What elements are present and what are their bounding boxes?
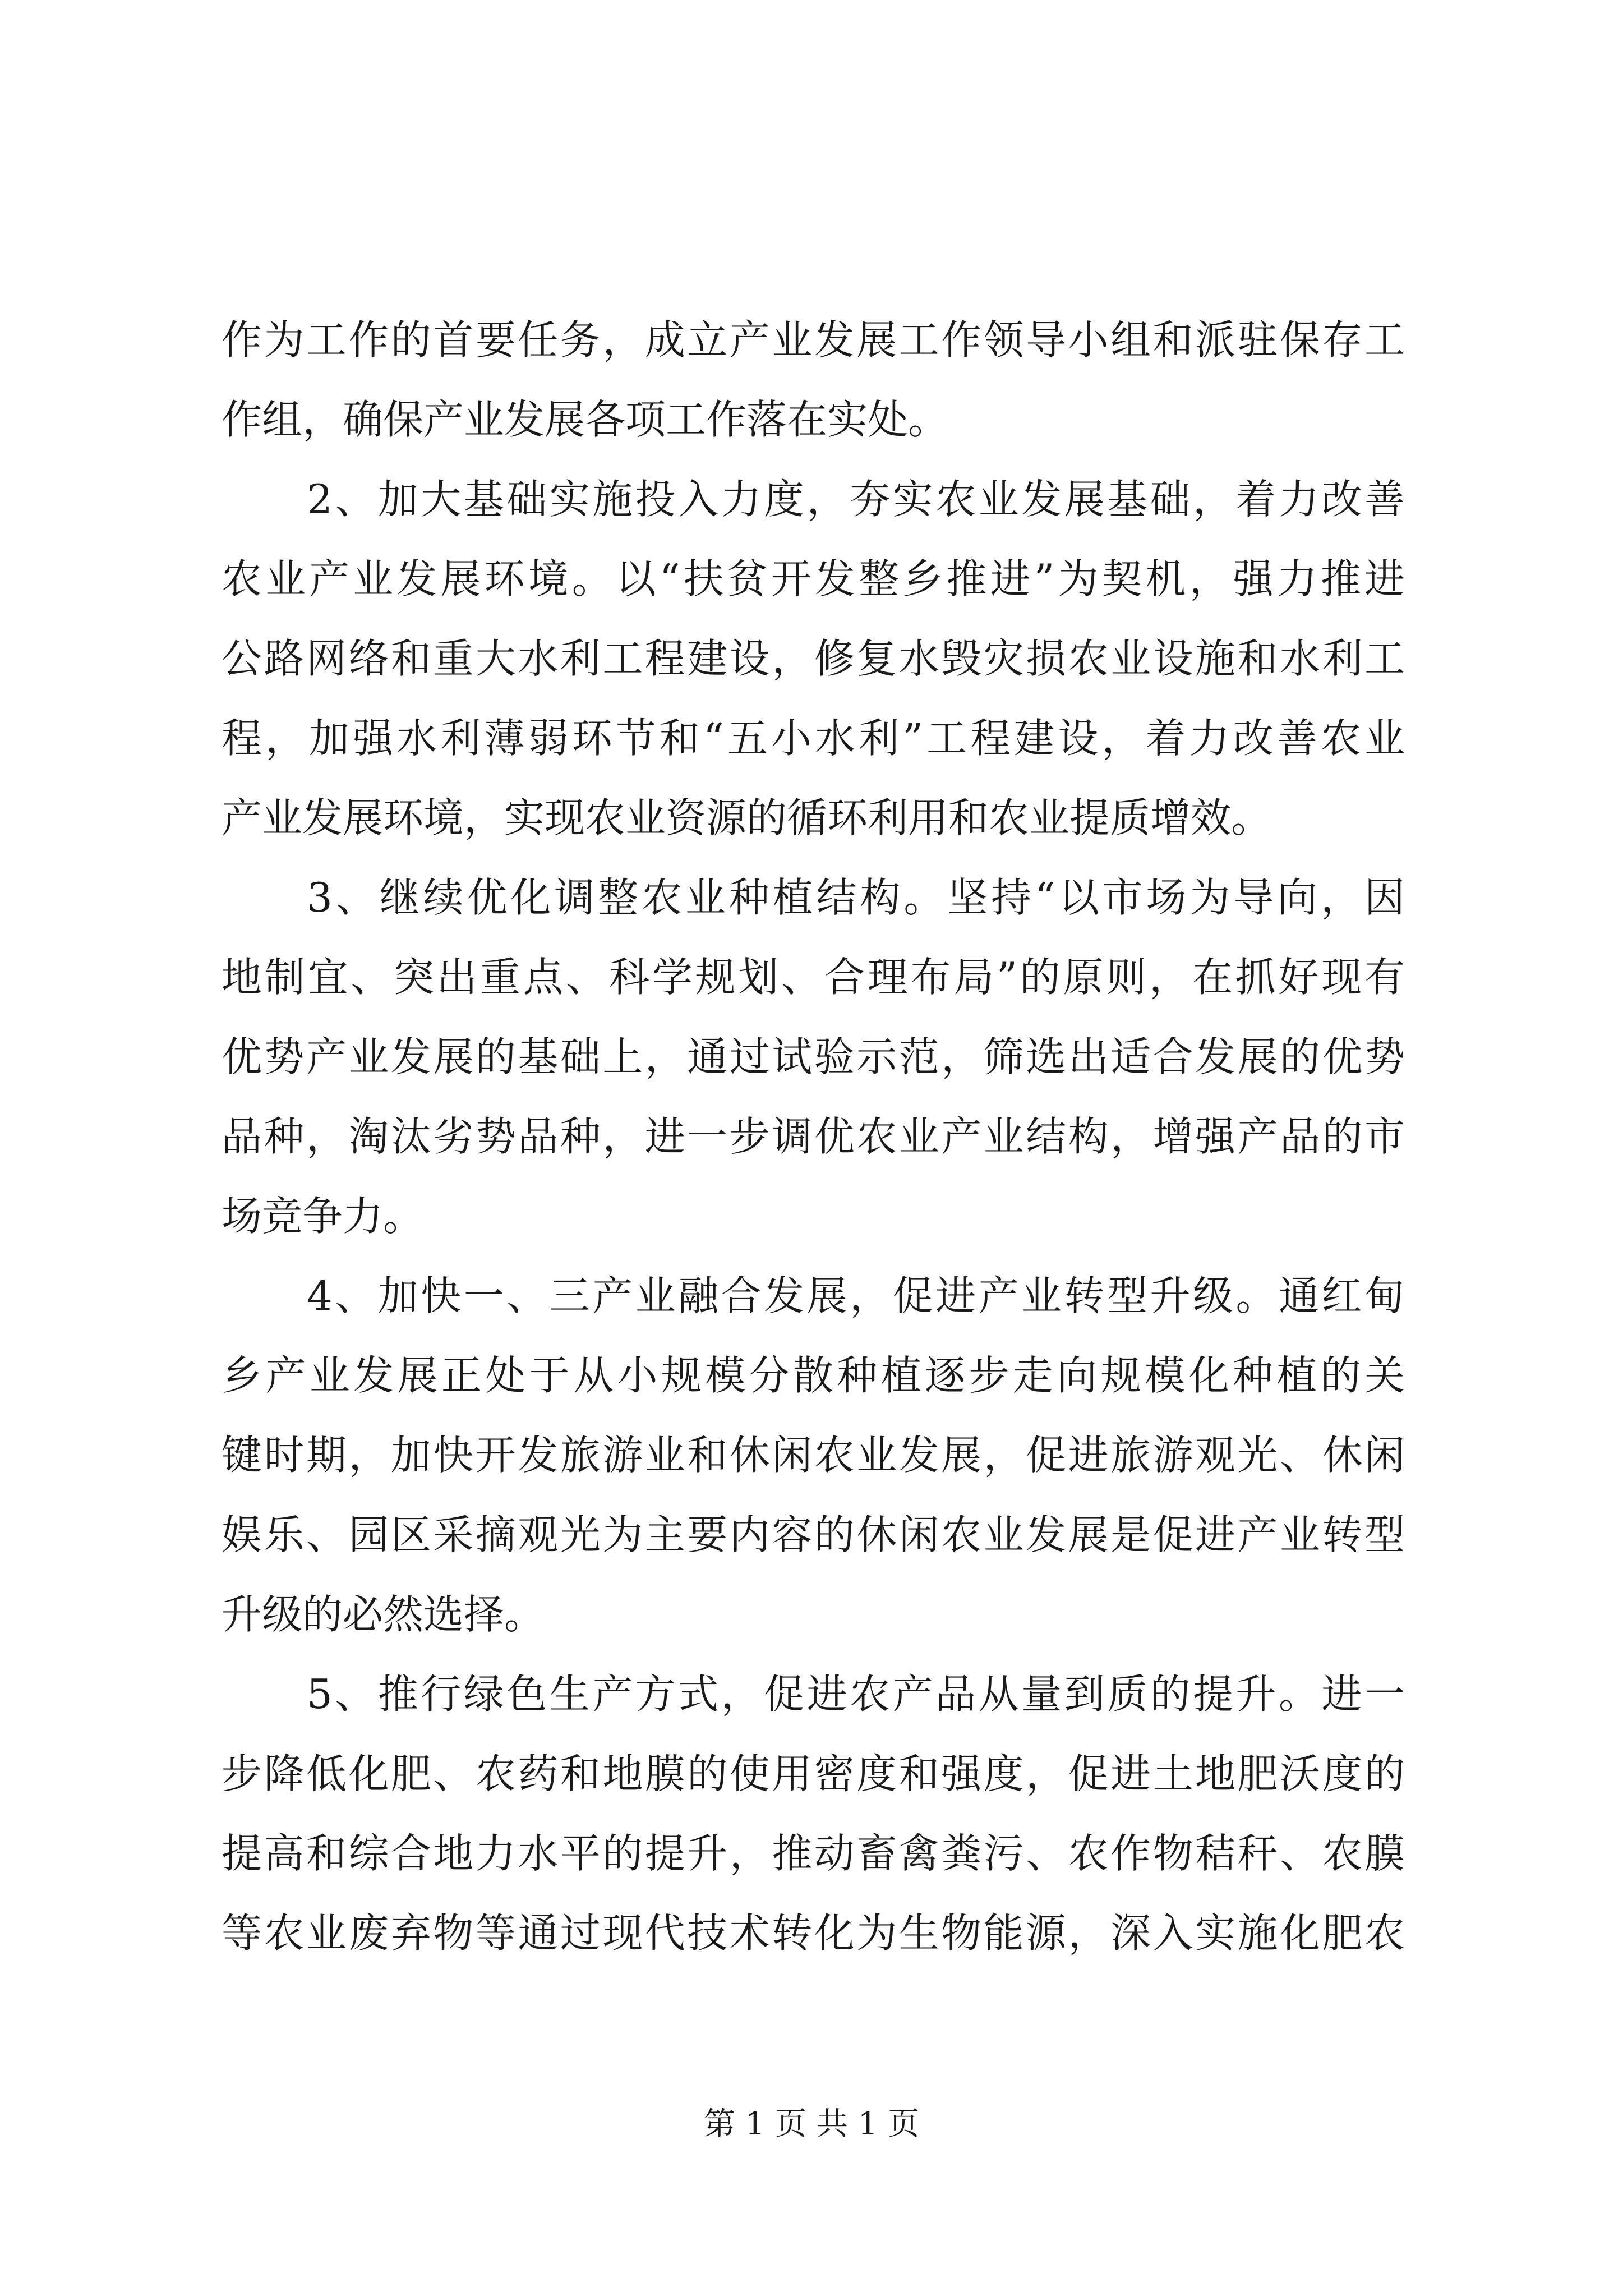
text-line: 优势产业发展的基础上，通过试验示范，筛选出适合发展的优势 xyxy=(222,1033,1405,1080)
text-line: 作为工作的首要任务，成立产业发展工作领导小组和派驻保存工 xyxy=(222,316,1405,364)
text-line: 升级的必然选择。 xyxy=(222,1591,545,1638)
text-line: 公路网络和重大水利工程建设，修复水毁灾损农业设施和水利工 xyxy=(222,635,1405,682)
text-line: 步降低化肥、农药和地膜的使用密度和强度，促进土地肥沃度的 xyxy=(222,1750,1405,1797)
document-body xyxy=(222,300,1405,1973)
text-line: 品种，淘汰劣势品种，进一步调优农业产业结构，增强产品的市 xyxy=(222,1113,1405,1160)
text-line: 提高和综合地力水平的提升，推动畜禽粪污、农作物秸秆、农膜 xyxy=(222,1830,1405,1877)
text-line: 场竞争力。 xyxy=(222,1193,424,1240)
text-line: 地制宜、突出重点、科学规划、合理布局”的原则，在抓好现有 xyxy=(222,954,1405,1001)
paragraph-first-line: 2、加大基础实施投入力度，夯实农业发展基础，着力改善 xyxy=(307,476,1405,523)
text-line: 作组，确保产业发展各项工作落在实处。 xyxy=(222,396,949,443)
text-line: 程，加强水利薄弱环节和“五小水利”工程建设，着力改善农业 xyxy=(222,715,1405,762)
page-number-label: 第 1 页 共 1 页 xyxy=(703,2106,920,2142)
text-line: 乡产业发展正处于从小规模分散种植逐步走向规模化种植的关 xyxy=(222,1352,1405,1399)
text-line: 等农业废弃物等通过现代技术转化为生物能源，深入实施化肥农 xyxy=(222,1910,1405,1957)
paragraph-first-line: 5、推行绿色生产方式，促进农产品从量到质的提升。进一 xyxy=(307,1671,1405,1718)
paragraph-first-line: 3、继续优化调整农业种植结构。坚持“以市场为导向，因 xyxy=(307,874,1405,921)
page-footer xyxy=(0,2105,1623,2144)
text-line: 产业发展环境，实现农业资源的循环利用和农业提质增效。 xyxy=(222,794,1272,841)
paragraph-first-line: 4、加快一、三产业融合发展，促进产业转型升级。通红甸 xyxy=(307,1272,1405,1319)
text-line: 娱乐、园区采摘观光为主要内容的休闲农业发展是促进产业转型 xyxy=(222,1511,1405,1558)
text-line: 农业产业发展环境。以“扶贫开发整乡推进”为契机，强力推进 xyxy=(222,555,1405,602)
text-line: 键时期，加快开发旅游业和休闲农业发展，促进旅游观光、休闲 xyxy=(222,1432,1405,1479)
